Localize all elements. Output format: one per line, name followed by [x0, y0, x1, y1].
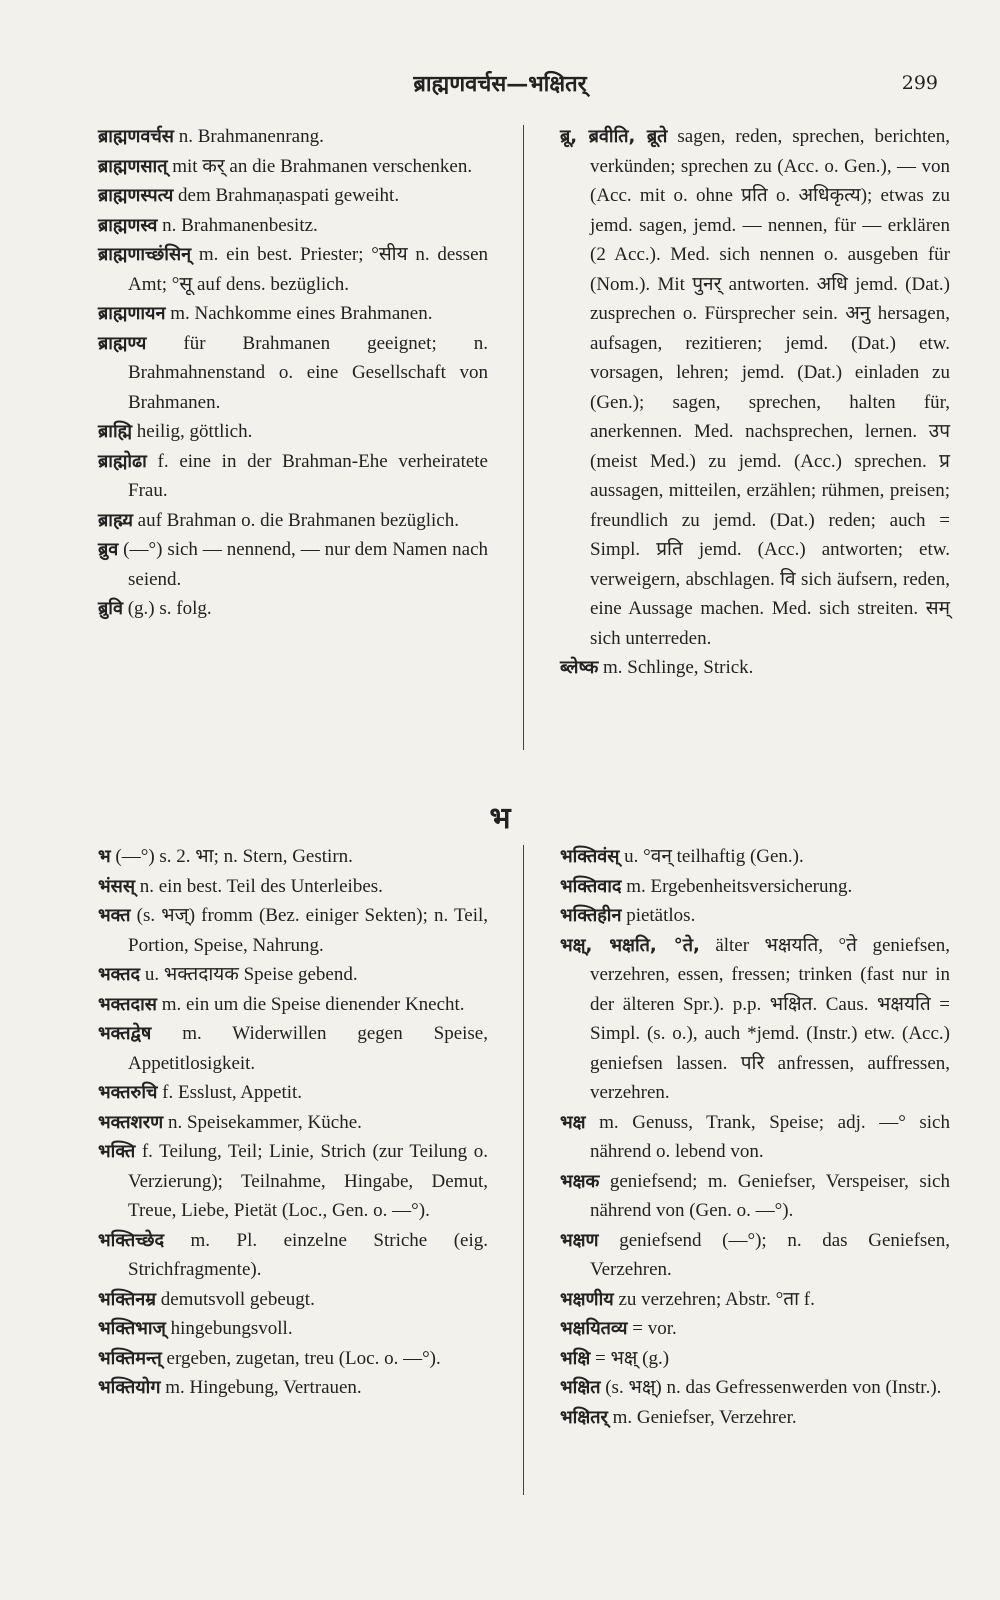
- entry-headword: ब्राह्मणस्व: [98, 214, 158, 236]
- entry-headword: भक्तदास: [98, 993, 157, 1015]
- dictionary-entry: [560, 1344, 950, 1374]
- entry-definition: hingebungsvoll.: [165, 1318, 293, 1339]
- entry-headword: ब्राह्मि: [98, 421, 133, 442]
- dictionary-entry: [560, 653, 950, 683]
- dictionary-entry: [98, 1285, 488, 1315]
- entry-headword: ब्राह्म्य: [98, 509, 133, 531]
- dictionary-entry: [98, 872, 488, 902]
- dictionary-entry: [560, 1403, 950, 1433]
- entry-headword: भक्तिनम्र: [98, 1288, 156, 1310]
- dictionary-entry: [560, 1373, 950, 1403]
- entry-definition: demutsvoll gebeugt.: [155, 1288, 315, 1310]
- dictionary-entry: [98, 1078, 488, 1108]
- dictionary-entry: [560, 1314, 950, 1344]
- entry-definition: (s. भज्) fromm (Bez. einiger Sekten); n. Teil, Portion, Speise, Nahrung.: [128, 905, 488, 956]
- entry-definition: m. Schlinge, Strick.: [598, 657, 754, 678]
- entry-headword: ब्लेष्क: [560, 657, 599, 678]
- entry-definition: n. Brahmanenbesitz.: [157, 214, 318, 236]
- entry-headword: भक्षण: [560, 1229, 599, 1251]
- dictionary-entry: [98, 960, 488, 990]
- entry-definition: heilig, göttlich.: [132, 421, 253, 442]
- dictionary-entry: [98, 122, 488, 152]
- entry-definition: auf Brahman o. die Brahmanen bezüglich.: [132, 509, 459, 531]
- entry-definition: ergeben, zugetan, treu (Loc. o. —°).: [161, 1347, 441, 1369]
- entry-headword: ब्रू, ब्रवीति, ब्रूते: [560, 126, 668, 147]
- dictionary-entry: [98, 329, 488, 418]
- entry-definition: m. Genuss, Trank, Speise; adj. —° sich nährend o. lebend von.: [585, 1111, 950, 1162]
- entry-headword: ब्रुवि: [98, 598, 123, 619]
- entry-definition: m. ein best. Priester; °सीय n. dessen Amt; °सू auf dens. bezüglich.: [128, 244, 488, 295]
- entry-definition: m. Ergebenheitsversicherung.: [621, 875, 853, 897]
- entry-definition: zu verzehren; Abstr. °ता f.: [613, 1288, 815, 1310]
- column-bottom-left: [98, 842, 488, 1403]
- entry-definition: = vor.: [627, 1318, 677, 1339]
- column-divider-top: [523, 125, 524, 750]
- entry-definition: m. Nachkomme eines Brahmanen.: [165, 303, 433, 324]
- column-top-right: [560, 122, 950, 683]
- entry-headword: भक्षयितव्य: [560, 1318, 628, 1339]
- dictionary-entry: [98, 240, 488, 299]
- entry-definition: n. ein best. Teil des Unterleibes.: [135, 875, 383, 897]
- dictionary-entry: [560, 1285, 950, 1315]
- entry-headword: भक्षणीय: [560, 1288, 614, 1310]
- entry-headword: भक्ष्, भक्षति, °ते,: [560, 934, 700, 956]
- entry-definition: n. Brahmanenrang.: [173, 126, 324, 147]
- entry-headword: भक्तिवाद: [560, 875, 622, 897]
- dictionary-entry: [98, 535, 488, 594]
- dictionary-entry: [98, 506, 488, 536]
- column-divider-bottom: [523, 845, 524, 1495]
- entry-definition: sagen, reden, sprechen, berichten, verkünden; sprechen zu (Acc. o. Gen.), — von (Acc. mit o. ohne प्रति o. अधिकृत्य); etwas zu jemd. sagen, jemd. — nennen, für — erklären (2 Acc.). Med. sich nennen o. ausgeben für (Nom.). Mit पुनर् antworten. अधि jemd. (Dat.) zusprechen o. Fürsprecher sein. अनु hersagen, aufsagen, rezitieren; jemd. (Dat.) etw. vorsagen, lehren; jemd. (Dat.) einladen zu (Gen.); sagen, sprechen, halten für, anerkennen. Med. nachsprechen, lernen. उप (meist Med.) zu jemd. (Acc.) sprechen. प्र aussagen, mitteilen, erzählen; rühmen, preisen; freundlich zu jemd. (Dat.) reden; auch = Simpl. प्रति jemd. (Acc.) antworten; etw. verweigern, abschlagen. वि sich äufsern, reden, eine Aussage machen. Med. sich streiten. सम् sich unterreden.: [590, 126, 950, 649]
- entry-headword: ब्राह्मणस्पत्य: [98, 185, 174, 206]
- dictionary-entry: [98, 417, 488, 447]
- dictionary-entry: [98, 1019, 488, 1078]
- entry-headword: भक्तद: [98, 964, 141, 985]
- entry-headword: भक्त: [98, 905, 131, 926]
- entry-headword: भक्तिभाज्: [98, 1318, 166, 1339]
- entry-headword: ब्राह्मोढा: [98, 450, 147, 472]
- dictionary-entry: [98, 901, 488, 960]
- running-header: ब्राह्मणवर्चस—भक्षितर्: [413, 71, 587, 97]
- entry-headword: भक्ति: [98, 1141, 136, 1162]
- dictionary-entry: [560, 1226, 950, 1285]
- entry-definition: m. Geniefser, Verzehrer.: [607, 1406, 797, 1428]
- dictionary-entry: [98, 1226, 488, 1285]
- entry-definition: = भक्ष् (g.): [590, 1347, 670, 1369]
- dictionary-entry: [98, 1344, 488, 1374]
- dictionary-entry: [98, 181, 488, 211]
- entry-definition: m. ein um die Speise dienender Knecht.: [156, 993, 465, 1015]
- entry-definition: m. Pl. einzelne Striche (eig. Strichfragmente).: [128, 1229, 488, 1280]
- column-top-left: [98, 122, 488, 624]
- dictionary-entry: [560, 1108, 950, 1167]
- entry-headword: भक्तद्वेष: [98, 1023, 152, 1044]
- entry-headword: भक्षि: [560, 1347, 591, 1369]
- dictionary-entry: [560, 872, 950, 902]
- entry-headword: भक्तिच्छेद: [98, 1229, 165, 1251]
- entry-headword: भक्षितर्: [560, 1406, 608, 1428]
- entry-headword: भक्षक: [560, 1170, 600, 1192]
- entry-definition: m. Hingebung, Vertrauen.: [160, 1377, 362, 1398]
- dictionary-entry: [560, 122, 950, 653]
- entry-definition: (—°) s. 2. भा; n. Stern, Gestirn.: [110, 846, 353, 867]
- entry-headword: ब्राह्मणायन: [98, 303, 166, 324]
- entry-definition: f. eine in der Brahman-Ehe verheiratete Frau.: [128, 450, 488, 501]
- dictionary-entry: [98, 211, 488, 241]
- entry-headword: भक्तिहीन: [560, 905, 622, 926]
- entry-definition: geniefsend; m. Geniefser, Verspeiser, sich nährend von (Gen. o. —°).: [590, 1170, 950, 1221]
- entry-headword: ब्रुव: [98, 539, 119, 560]
- entry-definition: u. °वन् teilhaftig (Gen.).: [619, 846, 804, 867]
- entry-headword: ब्राह्मणसात्: [98, 155, 168, 177]
- entry-headword: भक्तियोग: [98, 1377, 161, 1398]
- entry-definition: (s. भक्ष्) n. das Gefressenwerden von (Instr.).: [600, 1377, 942, 1398]
- entry-headword: भक्तिमन्त्: [98, 1347, 162, 1369]
- entry-definition: pietätlos.: [621, 905, 696, 926]
- dictionary-entry: [98, 299, 488, 329]
- entry-headword: भंसस्: [98, 875, 135, 897]
- entry-definition: älter भक्षयति, °ते geniefsen, verzehren, essen, fressen; trinken (fast nur in der älteren Spr.). p.p. भक्षित. Caus. भक्षयति = Simpl. (s. o.), auch *jemd. (Instr.) etw. (Acc.) geniefsen lassen. परि anfressen, auffressen, verzehren.: [590, 934, 950, 1103]
- column-bottom-right: [560, 842, 950, 1432]
- entry-headword: भक्तरुचि: [98, 1082, 158, 1103]
- dictionary-entry: [98, 990, 488, 1020]
- entry-definition: f. Esslust, Appetit.: [157, 1082, 303, 1103]
- dictionary-entry: [98, 1314, 488, 1344]
- entry-definition: dem Brahmaṇaspati geweiht.: [173, 185, 400, 206]
- dictionary-entry: [560, 842, 950, 872]
- dictionary-entry: [98, 447, 488, 506]
- entry-headword: भ: [98, 846, 111, 867]
- entry-headword: भक्तिवंस्: [560, 846, 620, 867]
- entry-definition: geniefsend (—°); n. das Geniefsen, Verzehren.: [590, 1229, 950, 1280]
- entry-headword: भक्षित: [560, 1377, 601, 1398]
- dictionary-entry: [98, 842, 488, 872]
- dictionary-entry: [98, 594, 488, 624]
- entry-definition: m. Widerwillen gegen Speise, Appetitlosigkeit.: [128, 1023, 488, 1074]
- entry-definition: u. भक्तदायक Speise gebend.: [140, 964, 358, 985]
- page-number: 299: [901, 72, 938, 94]
- dictionary-entry: [98, 1108, 488, 1138]
- entry-headword: ब्राह्मण्य: [98, 332, 147, 354]
- dictionary-entry: [560, 1167, 950, 1226]
- entry-headword: भक्तशरण: [98, 1111, 164, 1133]
- entry-definition: f. Teilung, Teil; Linie, Strich (zur Teilung o. Verzierung); Teilnahme, Hingabe, Demut, Treue, Liebe, Pietät (Loc., Gen. o. —°).: [128, 1141, 488, 1221]
- dictionary-entry: [560, 901, 950, 931]
- entry-definition: (—°) sich — nennend, — nur dem Namen nach seiend.: [118, 539, 488, 590]
- dictionary-entry: [98, 1373, 488, 1403]
- entry-headword: ब्राह्मणवर्चस: [98, 126, 174, 147]
- entry-definition: n. Speisekammer, Küche.: [163, 1111, 362, 1133]
- dictionary-entry: [98, 1137, 488, 1226]
- dictionary-entry: [98, 152, 488, 182]
- entry-definition: (g.) s. folg.: [122, 598, 212, 619]
- section-letter: भ: [489, 801, 511, 836]
- entry-definition: für Brahmanen geeignet; n. Brahmahnenstand o. eine Gesellschaft von Brahmanen.: [128, 332, 488, 413]
- entry-headword: भक्ष: [560, 1111, 586, 1133]
- entry-definition: mit कर् an die Brahmanen verschenken.: [167, 155, 473, 177]
- dictionary-entry: [560, 931, 950, 1108]
- entry-headword: ब्राह्मणाच्छंसिन्: [98, 244, 192, 265]
